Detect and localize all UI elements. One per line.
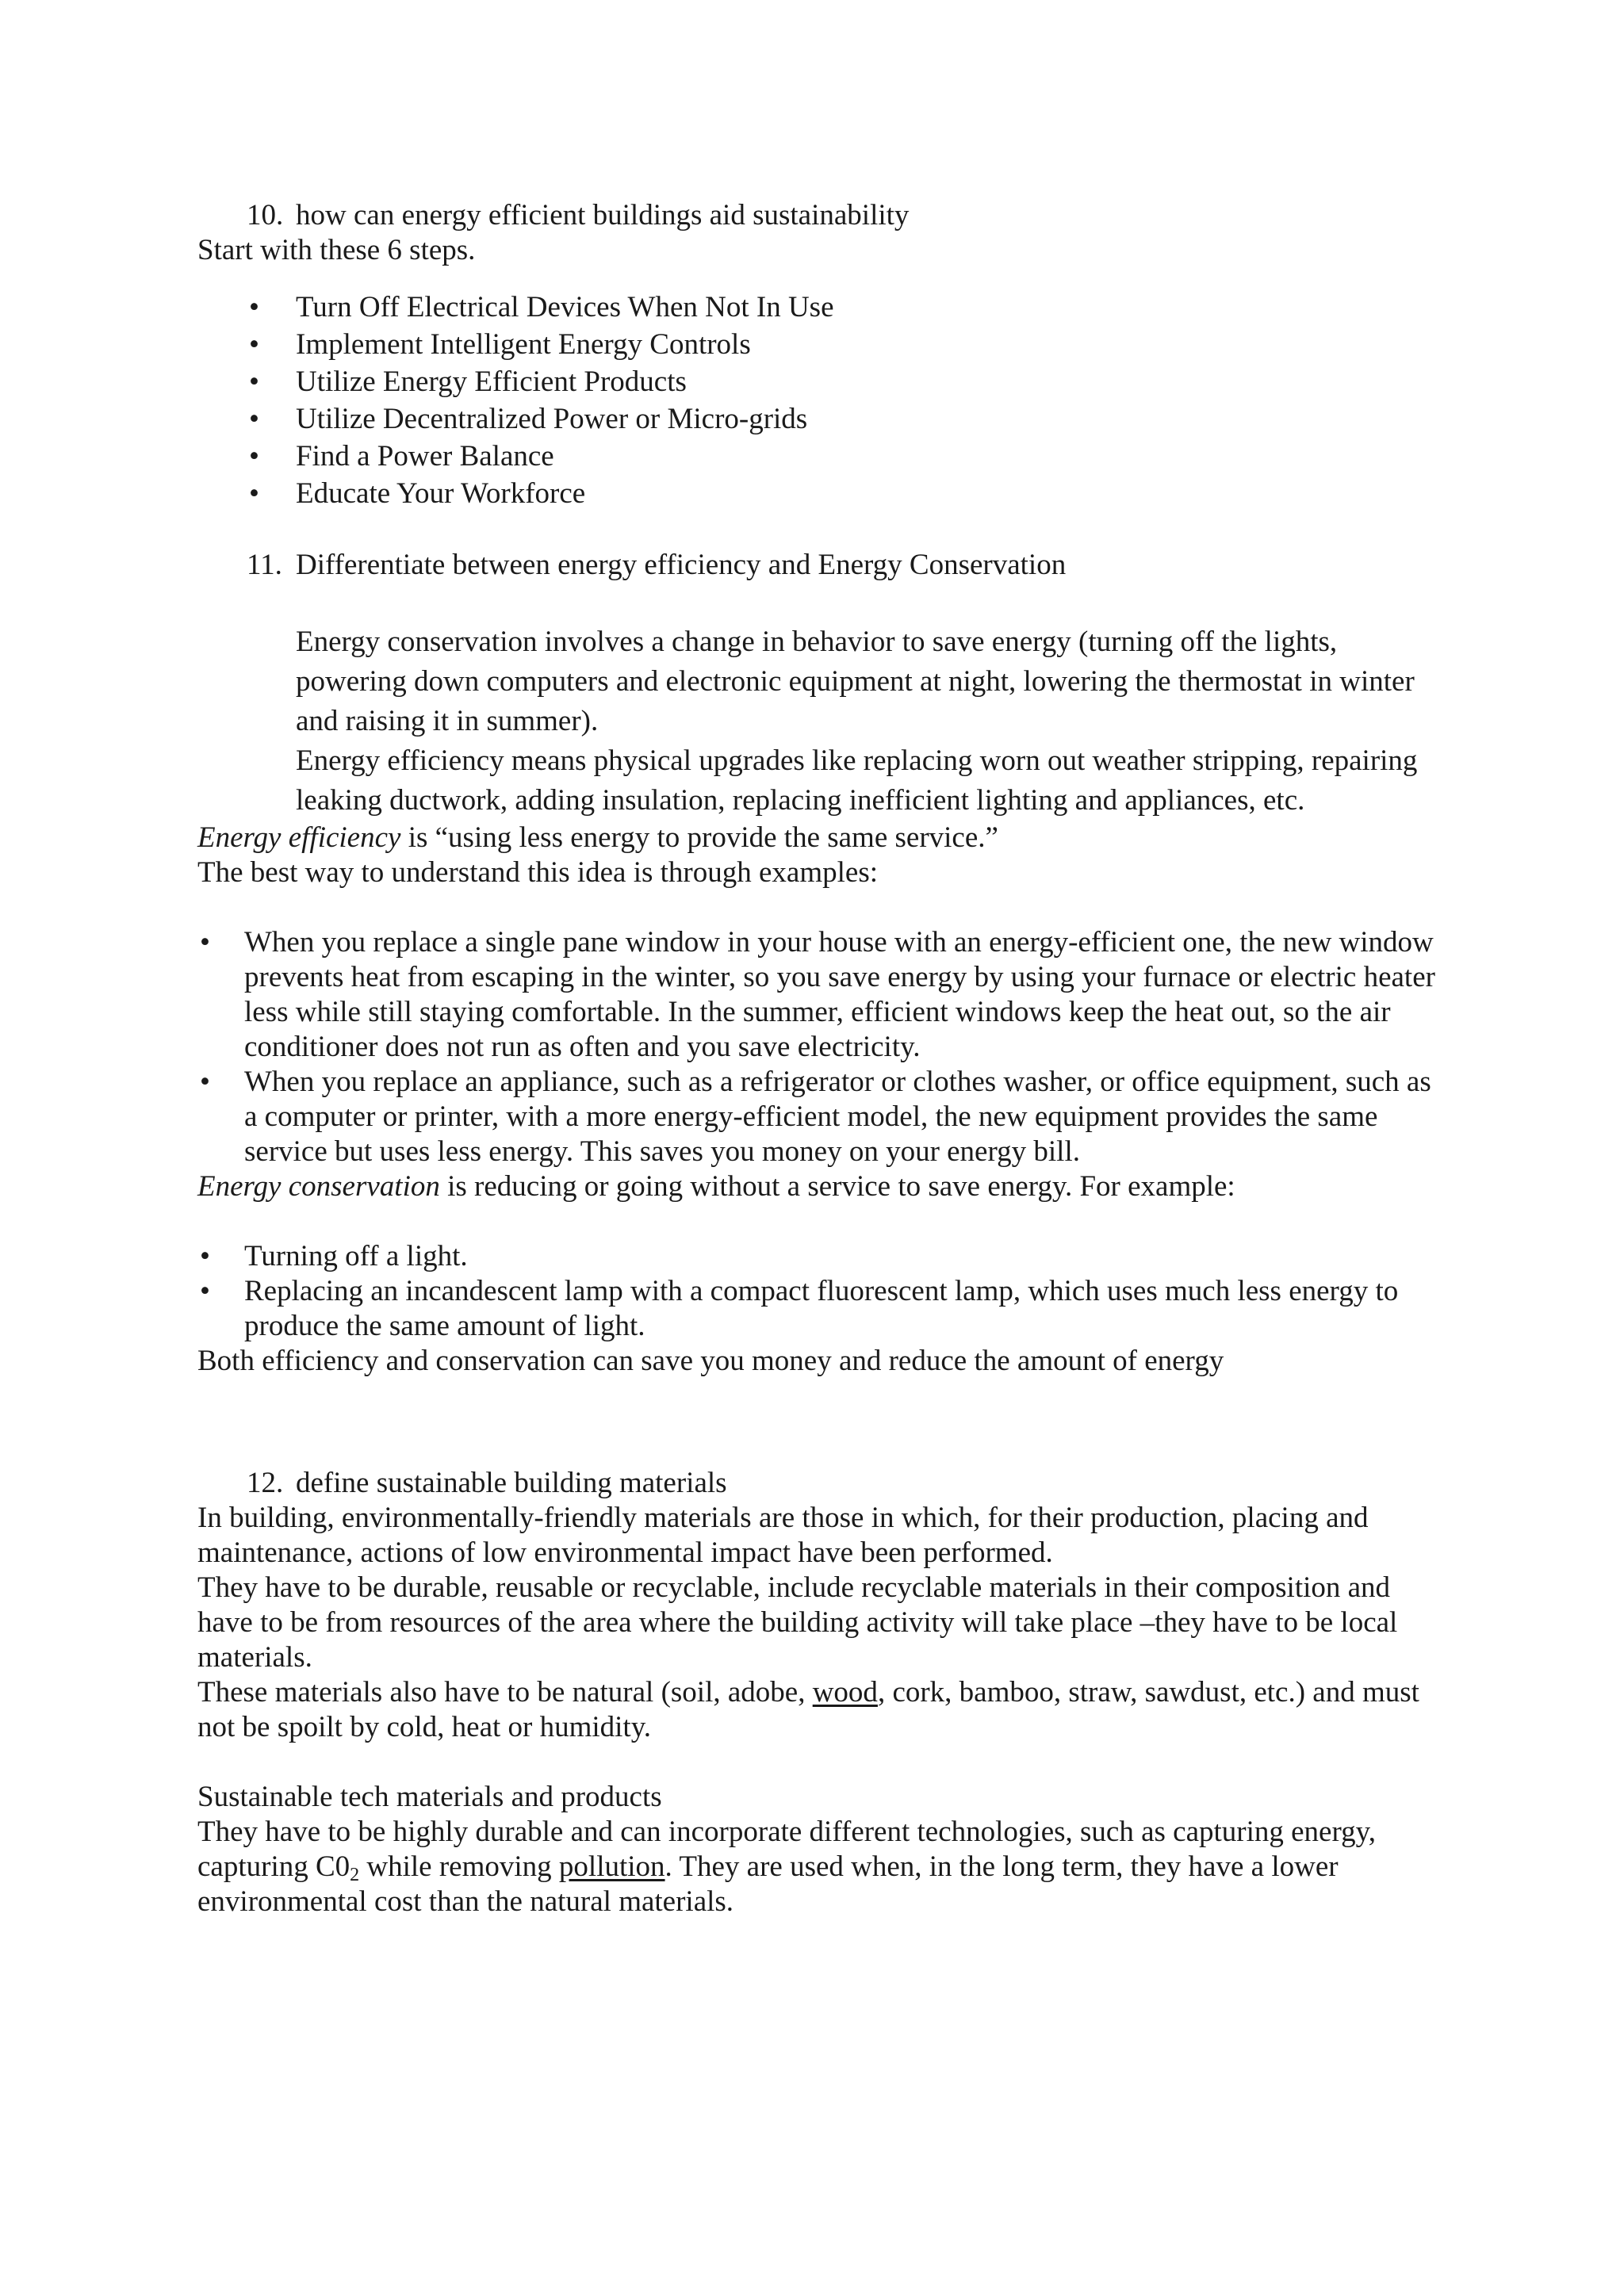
question-text: Differentiate between energy efficiency and Energy Conservation: [296, 549, 1067, 581]
efficiency-paragraph: Energy efficiency means physical upgrades like replacing worn out weather stripping, repairing leaking ductwork, adding insulation, replacing inefficient lighting and appliances, etc.: [296, 744, 1418, 817]
list-item: • Educate Your Workforce: [197, 476, 1450, 511]
question-text: define sustainable building materials: [296, 1467, 727, 1499]
wood-link[interactable]: wood: [812, 1676, 878, 1709]
text-segment: They have to be highly durable and can incorporate different technologies, such as capturing energy, capturing C0: [197, 1816, 1376, 1883]
list-item: • Replacing an incandescent lamp with a compact fluorescent lamp, which uses much less energy to produce the same amount of light.: [197, 1274, 1450, 1344]
question-number: 11.: [247, 549, 282, 581]
materials-paragraph-2: They have to be durable, reusable or recyclable, include recyclable materials in their composition and have to be from resources of the area where the building activity will take place –they have to be local materials.: [197, 1571, 1398, 1674]
list-item: • Turn Off Electrical Devices When Not In Use: [197, 290, 1450, 325]
conservation-term: Energy conservation: [197, 1170, 440, 1203]
question-text: how can energy efficient buildings aid sustainability: [296, 199, 910, 232]
efficiency-term: Energy efficiency: [197, 821, 401, 854]
list-item: • Turning off a light.: [197, 1239, 1450, 1274]
question-11-heading: [197, 548, 1450, 583]
conservation-definition-text: is reducing or going without a service to save energy. For example:: [439, 1170, 1235, 1203]
examples-intro: The best way to understand this idea is through examples:: [197, 856, 879, 889]
question-10-heading: [197, 198, 1450, 233]
materials-paragraph-3: [197, 1675, 1450, 1745]
list-item: • When you replace a single pane window in your house with an energy-efficient one, the new window prevents heat from escaping in the winter, so you save energy by using your furnace or electric heater less while still staying comfortable. In the summer, efficient windows keep the heat out, so the air conditioner does not run as often and you save electricity.: [197, 925, 1450, 1065]
conservation-definition: [197, 1169, 1450, 1204]
question-12-heading: [197, 1466, 1450, 1501]
text-segment: , cork, bamboo, straw, sawdust, etc.) and must not be spoilt by cold, heat or humidity.: [197, 1676, 1419, 1743]
efficiency-examples-list: [197, 925, 1450, 1169]
list-item: • Find a Power Balance: [197, 439, 1450, 474]
text-segment: while removing: [359, 1850, 559, 1883]
text-segment: . They are used when, in the long term, they have a lower environmental cost than the natural materials.: [197, 1850, 1339, 1918]
subscript: 2: [350, 1865, 360, 1885]
document-content: [197, 198, 1450, 1919]
steps-intro: Start with these 6 steps.: [197, 234, 476, 266]
materials-paragraph-1: In building, environmentally-friendly materials are those in which, for their production, placing and maintenance, actions of low environmental impact have been performed.: [197, 1502, 1369, 1569]
list-item: • When you replace an appliance, such as a refrigerator or clothes washer, or office equipment, such as a computer or printer, with a more energy-efficient model, the new equipment provides the same service but uses less energy. This saves you money on your energy bill.: [197, 1065, 1450, 1169]
list-item: • Utilize Energy Efficient Products: [197, 365, 1450, 400]
conclusion: Both efficiency and conservation can save you money and reduce the amount of energy: [197, 1345, 1224, 1377]
pollution-link[interactable]: pollution: [558, 1850, 665, 1883]
conservation-paragraph: Energy conservation involves a change in behavior to save energy (turning off the lights, powering down computers and electronic equipment at night, lowering the thermostat in winter and raising it in summer).: [296, 626, 1415, 737]
tech-materials-paragraph: [197, 1815, 1450, 1919]
efficiency-definition: [197, 821, 1450, 855]
steps-list: [197, 290, 1450, 511]
tech-materials-heading: Sustainable tech materials and products: [197, 1781, 662, 1813]
list-item: • Implement Intelligent Energy Controls: [197, 327, 1450, 362]
question-number: 12.: [247, 1467, 284, 1499]
efficiency-definition-text: is “using less energy to provide the same service.”: [400, 821, 998, 854]
list-item: • Utilize Decentralized Power or Micro-grids: [197, 402, 1450, 437]
question-number: 10.: [247, 199, 284, 232]
answer-block: [197, 622, 1450, 821]
conservation-examples-list: [197, 1239, 1450, 1344]
text-segment: These materials also have to be natural (soil, adobe,: [197, 1676, 813, 1709]
